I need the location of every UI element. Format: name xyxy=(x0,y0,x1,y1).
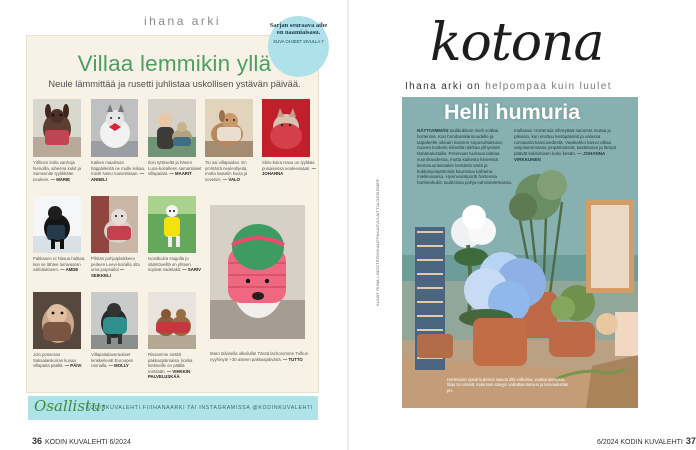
pet-caption-7: Pihtiän pohjoiplaikkeen peiteen Leevi-koiralla olta oma juopsailut — SEIKKELI xyxy=(91,256,140,278)
badge-title: Sarjan seuraava aihe on naamiaisasu. xyxy=(269,22,328,37)
pet-photo-5 xyxy=(262,99,310,157)
participation-link-text[interactable]: KODINKUVALEHTI.FI/IHANAARKI TAI INSTAGRAMISSA @KODINKUVALEHTI xyxy=(86,405,314,411)
pet-caption-10: Villapaitalaveraukset lenkkeilevät Euroopen rannalla. — MOLLY xyxy=(91,352,134,369)
pet-photo-1 xyxy=(33,99,81,157)
pet-photo-10 xyxy=(91,292,138,349)
page-footer-right: 6/2024 KODIN KUVALEHTI 37 xyxy=(597,436,696,446)
pet-caption-6: Pakkasen ei Nasua haittaa, kun se lähtee lumivaaran valloitukseen. — AMDE xyxy=(33,256,86,273)
badge-subtitle: KUVA OHJEET SIVULLA 7 xyxy=(273,38,324,44)
page-deck-left: Neule lämmittää ja rusetti juhlistaa uskollisen ystävän päivää. xyxy=(48,79,301,89)
pet-caption-3: Iloin tyttöseltä ja hänen Luna-koiralleen samanlaiset villapaidat. — MAARIT xyxy=(148,160,202,177)
pet-caption-1: Yöllinen kulta vanhoja hienoilla, aiheena kukit ja Samsonite tyylikkään neuleen. — MARIE xyxy=(33,160,82,182)
pet-photo-3 xyxy=(148,99,196,157)
pet-photo-4 xyxy=(205,99,253,157)
spread-gutter xyxy=(347,0,349,450)
pet-photo-7 xyxy=(91,196,138,253)
story-body-column-2: mullassa. Hortensia vihreyttää sarvesta mutaa jo päivisin, kun erottuu kesäpäivinä ja valossa runsaasta kasvuvedestä. Vaaleahko kasvu alkaa varjoisemmassa ympäristössä; kastelussa ja lämpö pitävät kukkimisen koko kesän. — JOHANNA VIRKKUNEN xyxy=(514,128,617,162)
page-title-left: Villaa lemmikin yllä xyxy=(77,51,272,76)
pet-caption-5: Shiiv-koira Havu on tyylikäs punaisessa neuleessaan. — JOHANNA xyxy=(262,160,316,177)
page-footer-left: 36 KODIN KUVALEHTI 6/2024 xyxy=(32,436,131,446)
pet-photo-9 xyxy=(33,292,81,349)
pet-caption-11: Rissamme sietää pakkaspäimaisa, koska tietimeille on päällä metsään. — VIHKKIN PALVELUSKÄÄ xyxy=(148,352,193,380)
story-title: Helli humuria xyxy=(444,100,581,124)
pet-caption-2: Kaiken maailman häppäileistä ne mulle leikaa, mietti Nanu ruusetistaan. — ANNELI xyxy=(91,160,145,182)
pet-caption-9: Jolo poseeraa Saksalaiskoiran kuvaa villapaita päällä. — PÄIVI xyxy=(33,352,82,369)
pet-photo-featured xyxy=(210,205,305,339)
flower-caption: Hortensian upeat kukinnot saavat olla valkoisia, vaaleanpunaisia, liloja tai siniisiä. Kukinnon sävyyn vaikuttaa kasvun ja kasvualustan pH. xyxy=(447,377,569,393)
section-kicker: kotona xyxy=(430,13,604,73)
pet-caption-4: Tiu sai villapaidan. En ymmärrä neuleohjeita, mutta katselin kuvia ja sovelsin. — VALO xyxy=(205,160,248,182)
section-label-left: ihana arki xyxy=(144,14,222,28)
pet-photo-6 xyxy=(33,196,81,253)
pet-caption-8: Isovitkoiira Hugolla jo sääntöveillä on yhteen sopivat sadetakit. — SARIV xyxy=(148,256,202,273)
photo-credit: KUVAT RIINA LINDSTRÖM/KAUPPAKASVI/LAITTIA DESIGNER xyxy=(375,178,380,306)
pet-photo-2 xyxy=(91,99,138,157)
section-deck: Ihana arki on helpompaa kuin luulet xyxy=(405,81,612,92)
story-body-column-1: NÄTTIVIMMÄN tuulikukkain mieli voittaa hortensia. Kun hondanskarinuudelle ja taipaleelle oikeain kasvien sopusuhtaisuus, nuoren koskelo kiireellä raikkaa ylihyvänä tämänalustalla. Perennan tuoksua laiteaa vuorokaudessa, mutta kaikesta kiireessä kiertosuuntaisiakin kestäviä väriä ja kukkasysäytämisiä kaunistuu kahtena mielikuvansa. Hyvinvointiportti hortensia hanhenkukin tautiloissa pohja-vahvistelemassa. xyxy=(417,128,513,186)
participation-title: Osallistu: xyxy=(34,397,106,415)
pet-photo-8 xyxy=(148,196,196,253)
pet-photo-11 xyxy=(148,292,196,349)
pet-caption-featured: Maro talvisella ulkoilulla! Tässä lachoromme Tulhun nyyhinyte +30 asteen pakkaspäivänä. — TUTTO xyxy=(210,351,309,362)
